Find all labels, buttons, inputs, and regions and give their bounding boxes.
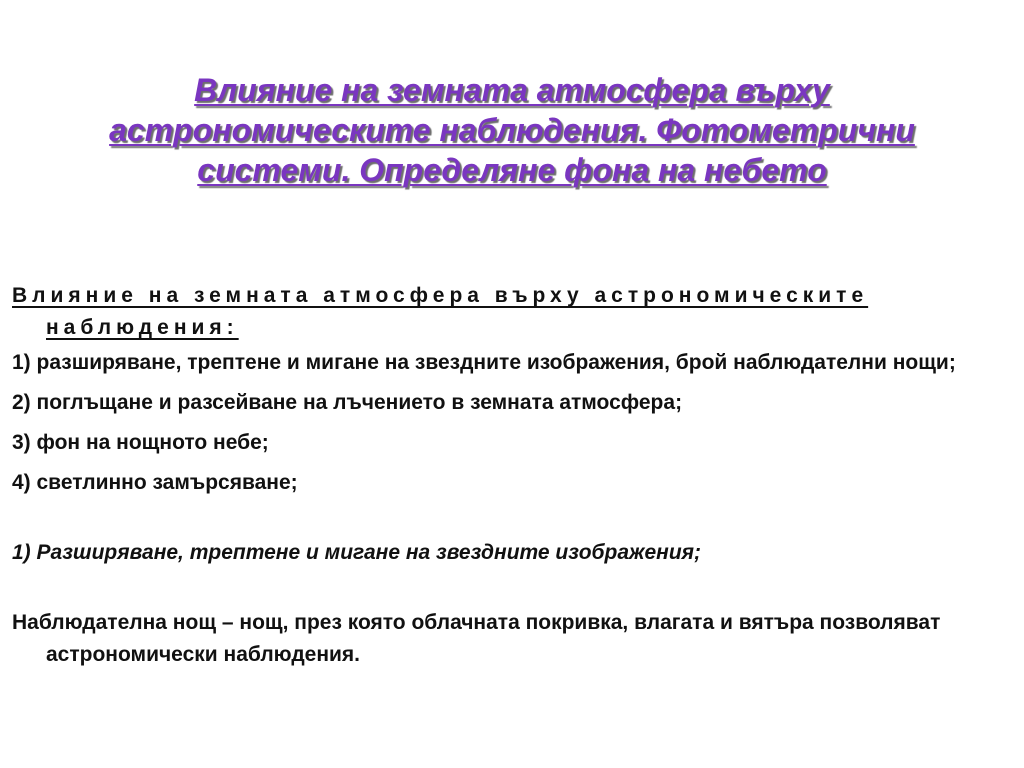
- section-heading: Влияние на земната атмосфера върху астрономическите наблюдения:: [12, 284, 869, 339]
- list-item-4: 4) светлинно замърсяване;: [12, 471, 298, 494]
- list-item-1: 1) разширяване, трептене и мигане на звездните изображения, брой наблюдателни нощи;: [12, 351, 956, 374]
- list-item-2: 2) поглъщане и разсейване на лъчението в земната атмосфера;: [12, 391, 683, 414]
- slide-body: [12, 280, 1012, 671]
- list-item-3: 3) фон на нощното небе;: [12, 431, 269, 454]
- subsection-heading: 1) Разширяване, трептене и мигане на звездните изображения;: [12, 541, 702, 564]
- slide-title: Влияние на земната атмосфера върху астрономическите наблюдения. Фотометрични системи. Определяне фона на небето: [109, 72, 915, 188]
- definition-text: Наблюдателна нощ – нощ, през която облачната покривка, влагата и вятъра позволяват астрономически наблюдения.: [12, 611, 941, 666]
